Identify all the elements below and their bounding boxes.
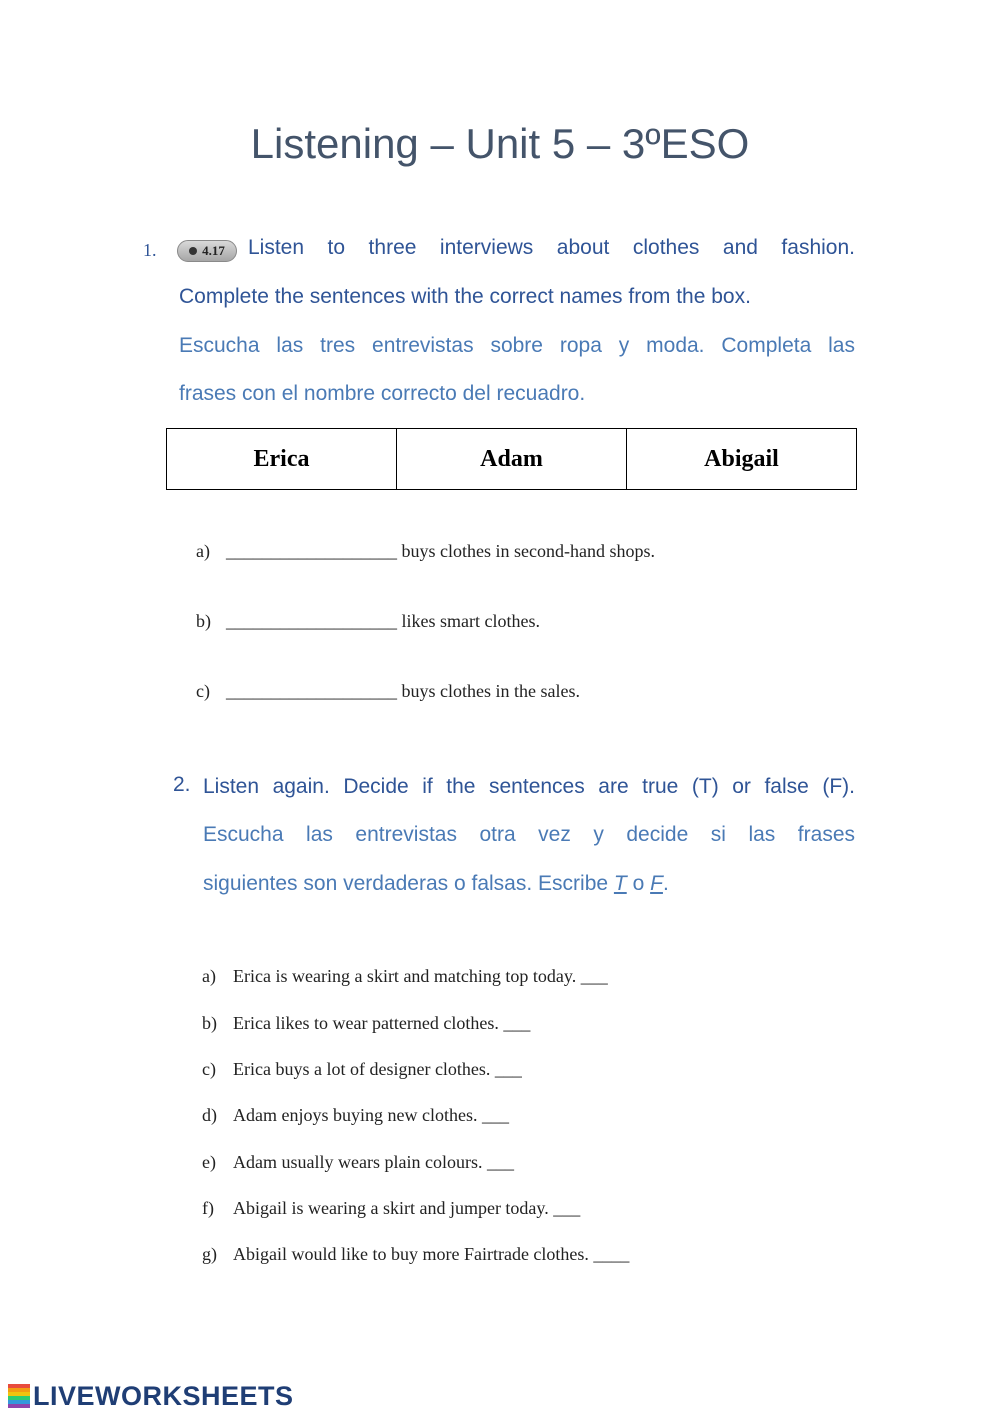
true-marker: T <box>613 872 627 895</box>
exercise-2-sentence[interactable] <box>202 966 608 987</box>
answer-blank[interactable]: ___________________ <box>226 611 397 631</box>
exercise-1-instruction-line-1: Listen to three interviews about clothes and fashion. <box>248 236 855 259</box>
sentence-text: buys clothes in second-hand shops. <box>401 541 655 561</box>
sentence-text: Abigail would like to buy more Fairtrade clothes. ____ <box>233 1244 630 1264</box>
audio-track-badge <box>177 240 237 262</box>
exercise-2-sentence[interactable] <box>202 1198 580 1219</box>
names-box <box>166 428 857 490</box>
exercise-2-sentence[interactable] <box>202 1013 530 1034</box>
sentence-text: Abigail is wearing a skirt and jumper today. ___ <box>233 1198 581 1218</box>
name-adam: Adam <box>397 429 627 490</box>
answer-blank[interactable]: ___________________ <box>226 681 397 701</box>
logo-stripes-icon <box>8 1384 30 1408</box>
or-word: o <box>632 872 645 895</box>
sentence-letter: d) <box>202 1105 217 1125</box>
name-erica: Erica <box>167 429 397 490</box>
exercise-2-sentence[interactable] <box>202 1059 522 1080</box>
answer-blank[interactable]: ___________________ <box>226 541 397 561</box>
sentence-text: Erica is wearing a skirt and matching top today. ___ <box>233 966 608 986</box>
sentence-letter: a) <box>196 541 210 561</box>
sentence-letter: g) <box>202 1244 217 1264</box>
sentence-text: Adam usually wears plain colours. ___ <box>233 1152 514 1172</box>
exercise-2-sentence[interactable] <box>202 1152 514 1173</box>
exercise-2-instruction: Listen again. Decide if the sentences are true (T) or false (F). <box>203 775 855 798</box>
audio-track-number: 4.17 <box>202 243 225 258</box>
sentence-text: Erica buys a lot of designer clothes. ___ <box>233 1059 522 1079</box>
sentence-text: buys clothes in the sales. <box>401 681 580 701</box>
exercise-1-sentence <box>196 611 540 632</box>
logo-stripe <box>8 1404 30 1408</box>
exercise-2-spanish-line-1: Escucha las entrevistas otra vez y decide si las frases <box>203 823 855 846</box>
sentence-text: Erica likes to wear patterned clothes. ___ <box>233 1013 531 1033</box>
period: . <box>662 872 669 895</box>
exercise-1-sentence <box>196 681 580 702</box>
logo-text: LIVEWORKSHEETS <box>33 1380 294 1411</box>
sentence-letter: e) <box>202 1152 216 1172</box>
false-marker: F <box>650 872 663 895</box>
liveworksheets-logo <box>8 1381 294 1411</box>
page-title: Listening – Unit 5 – 3ºESO <box>250 120 750 167</box>
exercise-2-sentence[interactable] <box>202 1244 629 1265</box>
exercise-1-number: 1. <box>143 240 157 260</box>
exercise-1-instruction-line-2: Complete the sentences with the correct names from the box. <box>179 285 751 308</box>
sentence-text: Adam enjoys buying new clothes. ___ <box>233 1105 509 1125</box>
name-abigail: Abigail <box>627 429 857 490</box>
spanish-line-2-text: siguientes son verdaderas o falsas. Escribe <box>203 872 609 895</box>
sentence-text: likes smart clothes. <box>401 611 540 631</box>
sentence-letter: c) <box>202 1059 216 1079</box>
exercise-1-sentence <box>196 541 655 562</box>
sentence-letter: a) <box>202 966 216 986</box>
exercise-2-sentence[interactable] <box>202 1105 509 1126</box>
sentence-letter: c) <box>196 681 210 701</box>
exercise-1-spanish-line-1: Escucha las tres entrevistas sobre ropa y moda. Completa las <box>179 334 855 357</box>
sentence-letter: f) <box>202 1198 214 1218</box>
exercise-2-number: 2. <box>173 773 191 796</box>
exercise-2-spanish-line-2 <box>203 869 669 899</box>
cd-icon <box>189 247 197 255</box>
sentence-letter: b) <box>202 1013 217 1033</box>
sentence-letter: b) <box>196 611 211 631</box>
exercise-1-spanish-line-2: frases con el nombre correcto del recuadro. <box>179 382 586 405</box>
